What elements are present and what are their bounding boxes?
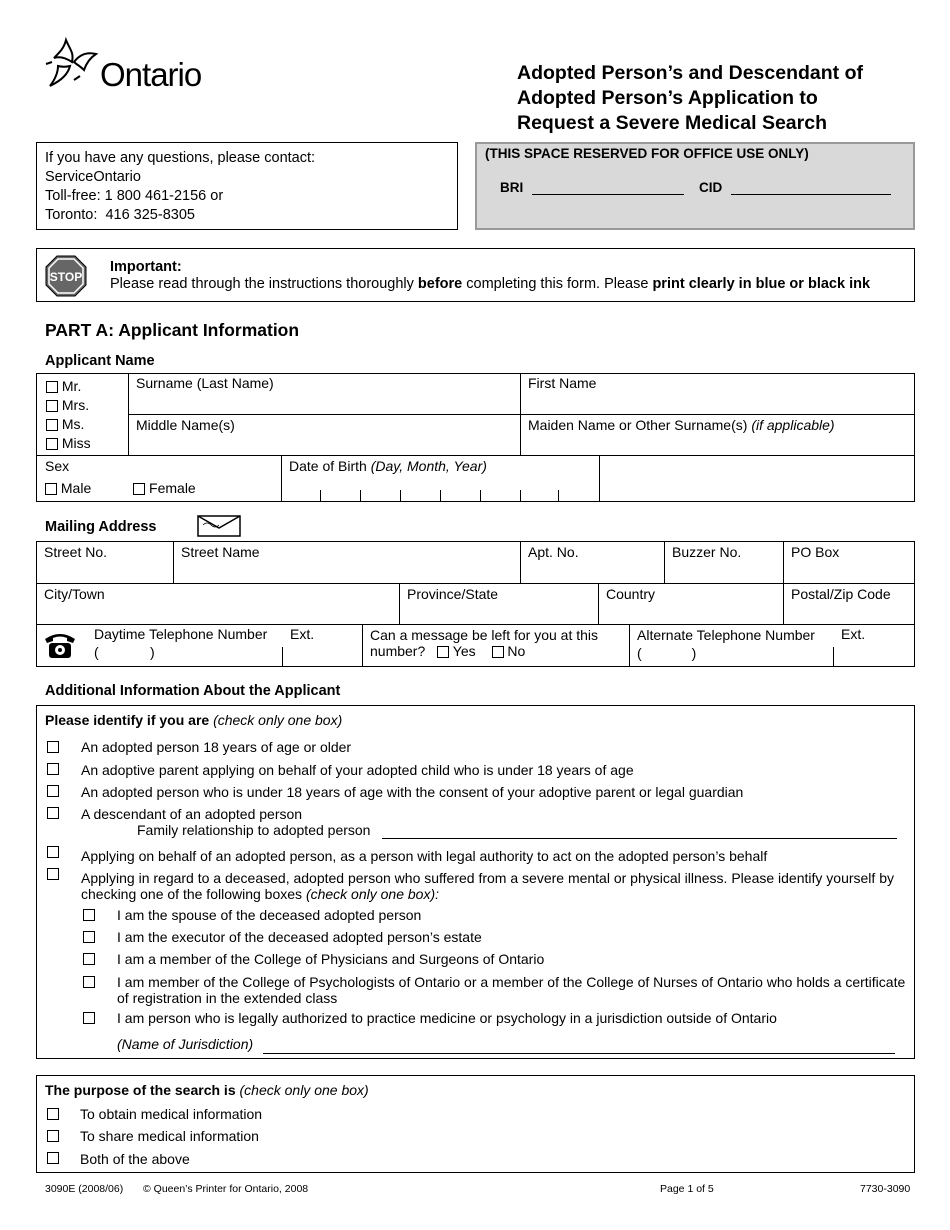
option-minor-adoptee: An adopted person who is under 18 years of age with the consent of your adoptive parent or legal guardian [81, 784, 744, 800]
stop-sign-text: STOP [49, 270, 83, 284]
sub-option-psychologists-checkbox[interactable] [83, 976, 95, 988]
surname-field[interactable] [128, 373, 520, 414]
alternate-phone-label: Alternate Telephone Number [637, 627, 815, 643]
important-text-bold: before [417, 276, 463, 292]
option-label: Female [149, 480, 196, 496]
important-heading: Important: [110, 259, 182, 275]
mailing-address-table [36, 541, 915, 667]
ontario-logo [44, 36, 219, 100]
message-yes[interactable] [437, 643, 475, 659]
alt-paren: ( ) [637, 645, 697, 661]
paren-close: ) [150, 644, 155, 660]
street-no-field[interactable] [37, 542, 173, 583]
purpose-share: To share medical information [80, 1128, 259, 1144]
maiden-name-field[interactable] [520, 414, 915, 456]
option-deceased-italic: (check only one box): [305, 886, 440, 902]
field-label: Buzzer No. [672, 544, 742, 560]
title-mrs[interactable] [46, 396, 91, 415]
message-question-line1: Can a message be left for you at this [370, 627, 599, 643]
contact-org: ServiceOntario [45, 169, 141, 185]
field-label: Apt. No. [528, 544, 579, 560]
purpose-box [36, 1075, 915, 1173]
sub-option-spouse: I am the spouse of the deceased adopted person [117, 907, 422, 923]
option-legal-authority: Applying on behalf of an adopted person, as a person with legal authority to act on the adopted person’s behalf [81, 848, 768, 864]
contact-intro: If you have any questions, please contact: [45, 150, 316, 166]
important-text [110, 276, 870, 292]
option-label: No [507, 643, 526, 659]
po-box-field[interactable] [783, 542, 915, 583]
option-deceased-line2 [81, 886, 439, 902]
family-relationship-field[interactable] [382, 838, 897, 839]
sex-label: Sex [45, 458, 70, 474]
option-deceased-text: checking one of the following boxes [81, 886, 306, 902]
title-label: Miss [61, 435, 91, 451]
important-box [36, 248, 915, 302]
field-label: Middle Name(s) [136, 417, 235, 433]
footer-page-number: Page 1 of 5 [660, 1183, 714, 1195]
dob-tick-marks [282, 490, 600, 502]
field-label: First Name [528, 375, 597, 391]
option-minor-adoptee-checkbox[interactable] [47, 785, 59, 797]
option-label: Male [60, 480, 92, 496]
bri-label: BRI [500, 180, 524, 195]
title-ms[interactable] [46, 415, 91, 434]
checkbox[interactable] [492, 646, 504, 658]
checkbox[interactable] [46, 381, 58, 393]
field-label: Surname (Last Name) [136, 375, 274, 391]
footer-form-number: 3090E (2008/06) [45, 1183, 124, 1195]
checkbox[interactable] [45, 483, 57, 495]
mailing-address-heading: Mailing Address [45, 519, 157, 535]
field-label-italic: (if applicable) [751, 417, 835, 433]
country-field[interactable] [598, 583, 783, 624]
checkbox[interactable] [437, 646, 449, 658]
applicant-name-heading: Applicant Name [45, 353, 155, 369]
street-name-field[interactable] [173, 542, 520, 583]
footer-code: 7730-3090 [860, 1183, 911, 1195]
footer-copyright: © Queen’s Printer for Ontario, 2008 [143, 1183, 309, 1195]
daytime-ext-cell[interactable] [282, 624, 362, 666]
postal-field[interactable] [783, 583, 915, 624]
purpose-heading-bold: The purpose of the search is [45, 1082, 240, 1098]
applicant-name-table [36, 373, 915, 502]
sub-option-executor-checkbox[interactable] [83, 931, 95, 943]
stop-sign-icon [45, 255, 87, 297]
option-deceased-line1: Applying in regard to a deceased, adopted person who suffered from a severe mental or physical illness. Please identify yourself by [81, 870, 894, 886]
title-label: Mr. [61, 378, 82, 394]
field-label: PO Box [791, 544, 840, 560]
title-line: Request a Severe Medical Search [517, 112, 827, 134]
daytime-phone-cell[interactable] [37, 624, 282, 666]
checkbox[interactable] [46, 419, 58, 431]
sub-option-jurisdiction: I am person who is legally authorized to practice medicine or psychology in a jurisdiction outside of Ontario [117, 1010, 777, 1026]
field-label: Street Name [181, 544, 260, 560]
alternate-phone-cell[interactable] [629, 624, 833, 666]
checkbox[interactable] [46, 438, 58, 450]
option-adoptive-parent: An adoptive parent applying on behalf of your adopted child who is under 18 years of age [81, 762, 634, 778]
purpose-heading-italic: (check only one box) [239, 1082, 369, 1098]
message-question-cell [362, 624, 629, 666]
important-text-part: Please read through the instructions thoroughly [110, 276, 418, 292]
form-title [517, 61, 863, 136]
message-question-label: number? [370, 643, 426, 659]
field-label: Street No. [44, 544, 108, 560]
cid-label: CID [699, 180, 723, 195]
sub-option-physicians: I am a member of the College of Physicians and Surgeons of Ontario [117, 951, 545, 967]
option-adult-adoptee: An adopted person 18 years of age or older [81, 739, 352, 755]
family-relationship-label: Family relationship to adopted person [137, 822, 371, 838]
option-descendant: A descendant of an adopted person [81, 806, 303, 822]
field-label: Date of Birth [289, 458, 371, 474]
cid-field[interactable] [731, 194, 891, 195]
purpose-obtain: To obtain medical information [80, 1106, 263, 1122]
contact-tollfree: Toll-free: 1 800 461-2156 or [45, 188, 224, 204]
sub-option-jurisdiction-checkbox[interactable] [83, 1012, 95, 1024]
field-label: City/Town [44, 586, 105, 602]
sex-female[interactable] [133, 480, 196, 496]
title-label: Ms. [61, 416, 85, 432]
envelope-icon [197, 515, 241, 537]
sub-option-psychologists-line1: I am member of the College of Psychologists of Ontario or a member of the College of Nurses of Ontario who holds a certificate [117, 974, 906, 990]
title-label: Mrs. [61, 397, 90, 413]
title-options [46, 377, 91, 453]
alternate-ext-cell[interactable] [833, 624, 915, 666]
telephone-icon [43, 630, 77, 660]
identify-heading-italic: (check only one box) [213, 712, 343, 728]
field-label: Maiden Name or Other Surname(s) [528, 417, 752, 433]
apt-no-field[interactable] [520, 542, 664, 583]
important-text-part: completing this form. Please [462, 276, 653, 292]
option-deceased-checkbox[interactable] [47, 868, 59, 880]
identify-heading-bold: Please identify if you are [45, 712, 214, 728]
office-use-box [475, 142, 915, 230]
identify-heading [45, 712, 342, 728]
sub-option-psychologists-line2: of registration in the extended class [117, 990, 338, 1006]
purpose-share-checkbox[interactable] [47, 1130, 59, 1142]
additional-info-heading: Additional Information About the Applicant [45, 683, 341, 699]
purpose-both: Both of the above [80, 1151, 190, 1167]
identify-box [36, 705, 915, 1059]
field-label-italic: (Day, Month, Year) [370, 458, 487, 474]
first-name-field[interactable] [520, 373, 915, 414]
paren-open: ( [94, 644, 99, 660]
purpose-obtain-checkbox[interactable] [47, 1108, 59, 1120]
option-legal-authority-checkbox[interactable] [47, 846, 59, 858]
field-label: Province/State [407, 586, 499, 602]
title-line: Adopted Person’s Application to [517, 87, 818, 109]
field-label: Postal/Zip Code [791, 586, 891, 602]
contact-box [36, 142, 458, 230]
sub-option-executor: I am the executor of the deceased adopted person’s estate [117, 929, 482, 945]
jurisdiction-field[interactable] [263, 1053, 895, 1054]
sex-male[interactable] [45, 480, 91, 496]
dob-field[interactable] [281, 455, 599, 502]
sub-option-spouse-checkbox[interactable] [83, 909, 95, 921]
purpose-both-checkbox[interactable] [47, 1152, 59, 1164]
sex-cell [37, 455, 281, 502]
trillium-icon [44, 36, 104, 96]
contact-toronto: Toronto: 416 325-8305 [45, 207, 195, 223]
title-line: Adopted Person’s and Descendant of [517, 62, 863, 84]
important-text-bold: print clearly in blue or black ink [652, 276, 871, 292]
message-no[interactable] [492, 643, 526, 659]
middle-name-field[interactable] [128, 414, 520, 456]
blank-cell [599, 455, 915, 502]
option-label: Yes [452, 643, 476, 659]
ext-label: Ext. [290, 626, 315, 642]
message-question-line2 [370, 643, 622, 659]
jurisdiction-label: (Name of Jurisdiction) [117, 1036, 254, 1052]
title-miss[interactable] [46, 434, 91, 453]
alt-ext-label: Ext. [841, 626, 866, 642]
province-field[interactable] [399, 583, 598, 624]
buzzer-no-field[interactable] [664, 542, 783, 583]
office-use-heading: (THIS SPACE RESERVED FOR OFFICE USE ONLY) [485, 146, 809, 161]
option-adoptive-parent-checkbox[interactable] [47, 763, 59, 775]
checkbox[interactable] [133, 483, 145, 495]
city-field[interactable] [37, 583, 399, 624]
option-adult-adoptee-checkbox[interactable] [47, 741, 59, 753]
sex-options [45, 480, 273, 496]
part-a-title: PART A: Applicant Information [45, 320, 300, 340]
field-label: Country [606, 586, 656, 602]
sub-option-physicians-checkbox[interactable] [83, 953, 95, 965]
purpose-heading [45, 1082, 369, 1098]
bri-field[interactable] [532, 194, 684, 195]
title-mr[interactable] [46, 377, 91, 396]
checkbox[interactable] [46, 400, 58, 412]
option-descendant-checkbox[interactable] [47, 807, 59, 819]
logo-wordmark: Ontario [100, 56, 202, 93]
daytime-phone-label: Daytime Telephone Number [94, 626, 268, 642]
